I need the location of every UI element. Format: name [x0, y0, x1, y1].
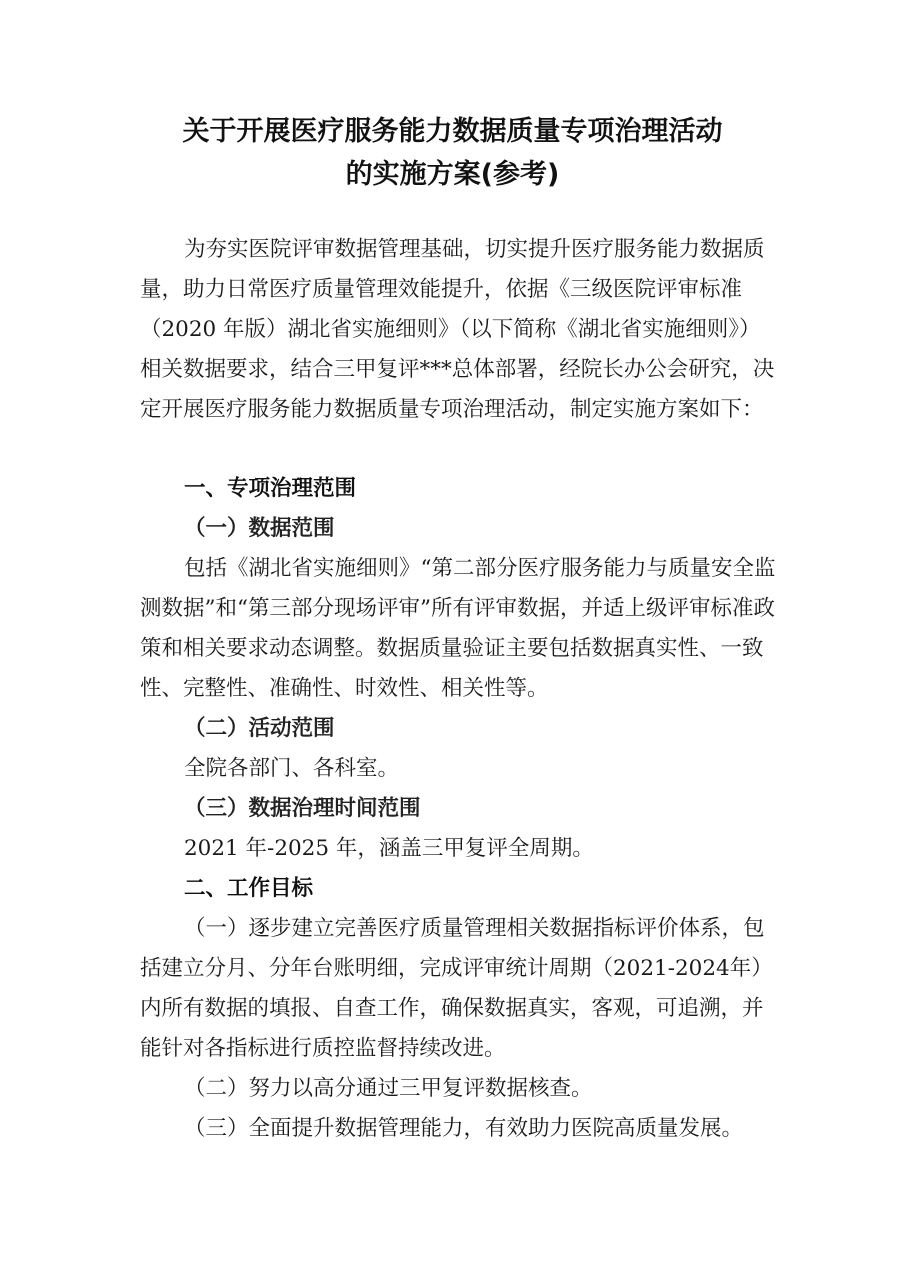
- section2-item1: （一）逐步建立完善医疗质量管理相关数据指标评价体系，包括建立分月、分年台账明细，完成评审统计周期（2021-2024年）内所有数据的填报、自查工作，确保数据真实，客观，可追溯，并能针对各指标进行质控监督持续改进。: [140, 916, 773, 1061]
- document-title-line2: 的实施方案(参考): [345, 159, 560, 190]
- document-title-line1: 关于开展医疗服务能力数据质量专项治理活动: [182, 116, 723, 147]
- intro-paragraph: 为夯实医院评审数据管理基础，切实提升医疗服务能力数据质量，助力日常医疗质量管理效能提升，依据《三级医院评审标准（2020 年版）湖北省实施细则》（以下简称《湖北省实施细则》）相关数据要求，结合三甲复评***总体部署，经院长办公会研究，决定开展医疗服务能力数据质量专项治理活动，制定实施方案如下：: [140, 237, 775, 422]
- section1-sub1-heading: （一）数据范围: [184, 516, 335, 541]
- section1-sub2-text: 全院各部门、各科室。: [184, 756, 400, 781]
- section2-item2: （二）努力以高分通过三甲复评数据核查。: [184, 1076, 593, 1101]
- section2-item3: （三）全面提升数据管理能力，有效助力医院高质量发展。: [184, 1116, 744, 1141]
- section1-sub1-text: 包括《湖北省实施细则》“第二部分医疗服务能力与质量安全监测数据”和“第三部分现场评审”所有评审数据，并适上级评审标准政策和相关要求动态调整。数据质量验证主要包括数据真实性、一致性、完整性、准确性、时效性、相关性等。: [140, 556, 776, 701]
- section1-sub3-heading: （三）数据治理时间范围: [184, 796, 421, 821]
- section1-sub3-text: 2021 年-2025 年，涵盖三甲复评全周期。: [184, 836, 594, 861]
- section2-heading: 二、工作目标: [184, 876, 314, 901]
- section1-sub2-heading: （二）活动范围: [184, 716, 335, 741]
- section1-heading: 一、专项治理范围: [184, 476, 357, 501]
